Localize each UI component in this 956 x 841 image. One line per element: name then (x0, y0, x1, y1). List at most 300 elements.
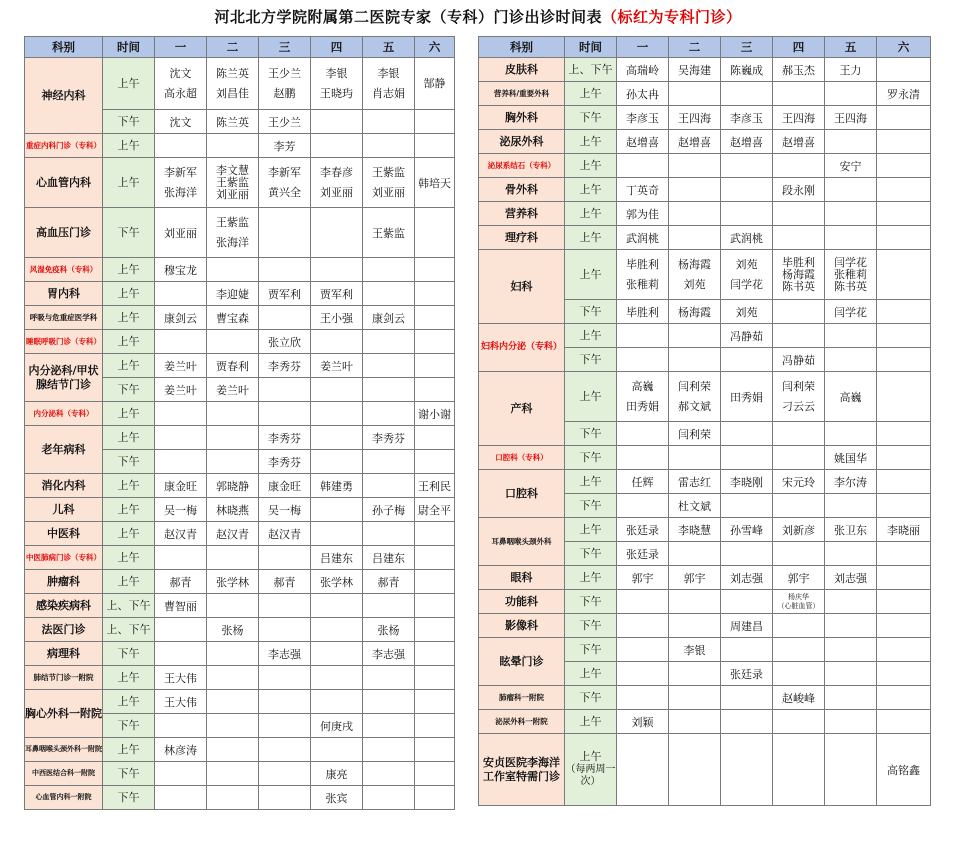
doctor-cell (415, 378, 455, 402)
time-cell: 下午 (565, 446, 617, 470)
doctor-cell (877, 106, 931, 130)
doctor-cell (825, 130, 877, 154)
table-row (479, 106, 931, 130)
doctor-cell: 李迎婕 (207, 282, 259, 306)
time-cell: 上午 (103, 666, 155, 690)
doctor-cell (721, 638, 773, 662)
doctor-cell (825, 710, 877, 734)
col-header: 四 (311, 37, 363, 58)
doctor-cell: 刘新彦 (773, 518, 825, 542)
dept-cell: 泌尿系结石（专科） (479, 154, 565, 178)
doctor-cell (363, 594, 415, 618)
doctor-cell: 段永刚 (773, 178, 825, 202)
doctor-cell: 田秀娟 (721, 372, 773, 422)
col-header: 四 (773, 37, 825, 58)
dept-cell: 心血管内科 (25, 158, 103, 208)
doctor-cell: 王大伟 (155, 690, 207, 714)
doctor-cell (155, 546, 207, 570)
doctor-cell (207, 546, 259, 570)
time-cell: 下午 (565, 422, 617, 446)
table-row (479, 614, 931, 638)
table-row (25, 522, 455, 546)
doctor-cell: 赵增喜 (721, 130, 773, 154)
doctor-cell (207, 594, 259, 618)
time-cell: 上午 (103, 354, 155, 378)
doctor-cell: 王大伟 (155, 666, 207, 690)
doctor-cell (311, 498, 363, 522)
table-row (479, 202, 931, 226)
doctor-cell (773, 250, 825, 300)
dept-cell: 肿瘤科 (25, 570, 103, 594)
doctor-cell (207, 58, 259, 110)
doctor-cell: 韩建勇 (311, 474, 363, 498)
time-cell: 下午 (565, 686, 617, 710)
doctor-name: 刘苑 (735, 257, 758, 271)
dept-cell: 中医科 (25, 522, 103, 546)
doctor-cell: 李秀芬 (259, 450, 311, 474)
doctor-cell (825, 178, 877, 202)
doctor-cell (363, 690, 415, 714)
doctor-cell: 郝青 (155, 570, 207, 594)
doctor-cell: 冯静茹 (773, 348, 825, 372)
time-cell: 上午 (565, 226, 617, 250)
time-cell: 下午 (103, 450, 155, 474)
dept-cell: 儿科 (25, 498, 103, 522)
col-header: 二 (207, 37, 259, 58)
doctor-cell: 周建昌 (721, 614, 773, 638)
dept-cell: 胸心外科一附院 (25, 690, 103, 738)
doctor-cell (773, 226, 825, 250)
col-header: 一 (617, 37, 669, 58)
doctor-cell: 郝青 (259, 570, 311, 594)
doctor-cell: 郭宇 (617, 566, 669, 590)
doctor-name: 张稚莉 (626, 277, 659, 291)
doctor-cell (825, 348, 877, 372)
doctor-cell (669, 82, 721, 106)
table-row (479, 734, 931, 806)
doctor-cell (259, 786, 311, 810)
doctor-cell: 高巍 (825, 372, 877, 422)
doctor-name: 刘昌佳 (216, 86, 249, 100)
doctor-cell (617, 154, 669, 178)
doctor-cell (311, 738, 363, 762)
table-row (479, 178, 931, 202)
doctor-name: 王紫监 (372, 165, 405, 179)
time-cell: 上午 (565, 324, 617, 348)
doctor-cell: 张杨 (363, 618, 415, 642)
doctor-cell (721, 710, 773, 734)
time-cell: 上午 (565, 566, 617, 590)
doctor-cell (415, 714, 455, 738)
doctor-name: 毕胜利 (782, 255, 815, 269)
time-cell: 上午 (103, 738, 155, 762)
doctor-cell (363, 714, 415, 738)
doctor-cell (259, 666, 311, 690)
table-row (479, 590, 931, 614)
col-header: 三 (259, 37, 311, 58)
table-row (25, 642, 455, 666)
doctor-cell (155, 330, 207, 354)
doctor-name: 张稚莉 (834, 267, 867, 281)
doctor-cell (877, 226, 931, 250)
table-row (25, 306, 455, 330)
doctor-cell (259, 618, 311, 642)
doctor-cell (877, 686, 931, 710)
doctor-cell (825, 226, 877, 250)
doctor-cell: 康金旺 (259, 474, 311, 498)
dept-cell: 妇科内分泌（专科） (479, 324, 565, 372)
doctor-cell (877, 372, 931, 422)
doctor-cell (669, 348, 721, 372)
doctor-name: 刘亚丽 (320, 185, 353, 199)
doctor-cell (877, 154, 931, 178)
doctor-name: 李新军 (268, 165, 301, 179)
doctor-name: 王晓玙 (320, 86, 353, 100)
doctor-cell (415, 786, 455, 810)
doctor-cell: 沈文 (155, 110, 207, 134)
doctor-name: 沈文 (169, 66, 192, 80)
table-row (479, 638, 931, 662)
doctor-cell (617, 372, 669, 422)
doctor-cell: 陈兰英 (207, 110, 259, 134)
table-row (25, 330, 455, 354)
doctor-cell: 尉全平 (415, 498, 455, 522)
doctor-cell: 郝青 (363, 570, 415, 594)
doctor-cell (259, 714, 311, 738)
doctor-cell: 姜兰叶 (311, 354, 363, 378)
doctor-cell (363, 762, 415, 786)
doctor-cell (311, 450, 363, 474)
time-cell: 下午 (103, 378, 155, 402)
doctor-cell (617, 686, 669, 710)
table-row (25, 354, 455, 378)
doctor-cell (617, 734, 669, 806)
time-cell: 上午 (565, 710, 617, 734)
doctor-cell (363, 450, 415, 474)
time-cell: 上午 (103, 258, 155, 282)
doctor-cell (773, 422, 825, 446)
doctor-cell: 王少兰 (259, 110, 311, 134)
doctor-cell: 王小强 (311, 306, 363, 330)
doctor-name: 刘亚丽 (216, 187, 249, 201)
doctor-cell: 张廷录 (721, 662, 773, 686)
doctor-name: 高巍 (631, 379, 654, 393)
time-cell: 上午 (103, 522, 155, 546)
time-cell: 下午 (103, 110, 155, 134)
doctor-cell (825, 638, 877, 662)
doctor-cell (415, 110, 455, 134)
doctor-cell (669, 226, 721, 250)
dept-cell: 肺结节门诊一附院 (25, 666, 103, 690)
doctor-cell: 李秀芬 (259, 426, 311, 450)
doctor-cell (825, 202, 877, 226)
doctor-cell (363, 58, 415, 110)
doctor-name: 陈书英 (782, 279, 815, 293)
doctor-cell: 何庚戌 (311, 714, 363, 738)
time-cell: 上午 (103, 58, 155, 110)
doctor-cell (363, 522, 415, 546)
doctor-name: 郝文斌 (678, 399, 711, 413)
doctor-cell (877, 542, 931, 566)
doctor-cell (617, 422, 669, 446)
doctor-cell (773, 494, 825, 518)
doctor-cell (669, 250, 721, 300)
doctor-cell: 张廷录 (617, 518, 669, 542)
doctor-cell (155, 58, 207, 110)
table-row (25, 474, 455, 498)
doctor-name: 肖志娟 (372, 86, 405, 100)
doctor-cell (669, 178, 721, 202)
doctor-cell (207, 642, 259, 666)
doctor-cell (155, 158, 207, 208)
doctor-cell: 贾军利 (259, 282, 311, 306)
doctor-cell (259, 208, 311, 258)
doctor-cell: 冯静茹 (721, 324, 773, 348)
doctor-cell (617, 614, 669, 638)
dept-cell: 睡眠呼吸门诊（专科） (25, 330, 103, 354)
dept-cell: 影像科 (479, 614, 565, 638)
doctor-name: 郜静 (423, 76, 446, 90)
doctor-cell (207, 714, 259, 738)
doctor-cell: 张立欣 (259, 330, 311, 354)
doctor-cell (311, 258, 363, 282)
header-row (479, 37, 931, 58)
doctor-cell (617, 348, 669, 372)
doctor-cell: 王四海 (773, 106, 825, 130)
doctor-cell (311, 618, 363, 642)
doctor-cell (259, 738, 311, 762)
doctor-cell (721, 154, 773, 178)
doctor-cell: 李晓刚 (721, 470, 773, 494)
doctor-cell: 赵峻峰 (773, 686, 825, 710)
doctor-cell (415, 282, 455, 306)
col-header: 科别 (25, 37, 103, 58)
table-row (25, 498, 455, 522)
doctor-cell (721, 446, 773, 470)
dept-cell: 妇科 (479, 250, 565, 324)
doctor-cell (207, 762, 259, 786)
doctor-cell (825, 686, 877, 710)
table-row (479, 154, 931, 178)
doctor-cell (311, 522, 363, 546)
doctor-cell: 吴一梅 (259, 498, 311, 522)
table-row (25, 690, 455, 714)
doctor-cell (669, 202, 721, 226)
doctor-cell (415, 546, 455, 570)
doctor-cell: 李志强 (363, 642, 415, 666)
table-row (25, 546, 455, 570)
dept-cell: 耳鼻咽喉头颈外科 (479, 518, 565, 566)
doctor-cell (415, 690, 455, 714)
doctor-cell (617, 590, 669, 614)
doctor-cell: 姜兰叶 (155, 378, 207, 402)
doctor-cell (721, 542, 773, 566)
table-row (25, 58, 455, 110)
doctor-cell: 曹宝森 (207, 306, 259, 330)
doctor-cell (825, 82, 877, 106)
doctor-cell: 张杨 (207, 618, 259, 642)
table-row (479, 226, 931, 250)
time-cell (565, 734, 617, 806)
time-cell: 上午 (565, 202, 617, 226)
doctor-cell (155, 786, 207, 810)
doctor-cell (877, 202, 931, 226)
dept-cell: 中医肺病门诊（专科） (25, 546, 103, 570)
doctor-cell: 罗永清 (877, 82, 931, 106)
doctor-cell (617, 250, 669, 300)
doctor-name: 刘苑 (683, 277, 706, 291)
doctor-cell: 李尔涛 (825, 470, 877, 494)
doctor-cell (877, 348, 931, 372)
doctor-cell (363, 258, 415, 282)
dept-cell: 肺瘤科一附院 (479, 686, 565, 710)
table-row (479, 566, 931, 590)
time-cell: 上午 (103, 426, 155, 450)
time-cell: 上、下午 (103, 594, 155, 618)
doctor-cell: 赵汉青 (155, 522, 207, 546)
doctor-cell (259, 258, 311, 282)
col-header: 科别 (479, 37, 565, 58)
doctor-cell (877, 446, 931, 470)
time-cell: 上午 (565, 178, 617, 202)
table-row (479, 250, 931, 300)
doctor-cell (877, 470, 931, 494)
col-header: 三 (721, 37, 773, 58)
doctor-name: 李文慧 (216, 163, 249, 177)
dept-cell: 重症内科门诊（专科） (25, 134, 103, 158)
doctor-name: 陈兰英 (216, 66, 249, 80)
doctor-cell (415, 258, 455, 282)
col-header: 六 (877, 37, 931, 58)
doctor-cell (877, 590, 931, 614)
doctor-cell (207, 134, 259, 158)
doctor-cell (825, 734, 877, 806)
time-cell: 下午 (103, 786, 155, 810)
doctor-cell (877, 710, 931, 734)
time-cell: 上、下午 (565, 58, 617, 82)
time-cell: 下午 (565, 300, 617, 324)
doctor-cell: 宋元玲 (773, 470, 825, 494)
doctor-name: 王紫监 (216, 215, 249, 229)
table-row (25, 762, 455, 786)
time-cell: 上午 (565, 662, 617, 686)
doctor-cell (311, 134, 363, 158)
table-row (479, 686, 931, 710)
doctor-cell: 孙子梅 (363, 498, 415, 522)
table-row (25, 666, 455, 690)
doctor-cell: 吕建东 (311, 546, 363, 570)
doctor-cell (721, 178, 773, 202)
doctor-name: 张海洋 (216, 235, 249, 249)
table-row (25, 282, 455, 306)
doctor-cell: 郭晓静 (207, 474, 259, 498)
doctor-cell (721, 82, 773, 106)
doctor-cell (773, 300, 825, 324)
doctor-cell: 陈巍成 (721, 58, 773, 82)
dept-cell: 心血管内科一附院 (25, 786, 103, 810)
doctor-cell (825, 494, 877, 518)
doctor-note: （心脏血管） (777, 601, 820, 610)
doctor-cell (877, 614, 931, 638)
doctor-name: 田秀娟 (626, 399, 659, 413)
dept-cell: 消化内科 (25, 474, 103, 498)
doctor-cell: 王四海 (825, 106, 877, 130)
doctor-name: 李银 (325, 66, 348, 80)
doctor-cell (207, 786, 259, 810)
time-note: （每两周一次） (565, 763, 616, 788)
doctor-cell (773, 662, 825, 686)
doctor-cell: 张学林 (311, 570, 363, 594)
doctor-cell: 丁英奇 (617, 178, 669, 202)
doctor-name: 李新军 (164, 165, 197, 179)
title-main: 河北北方学院附属第二医院专家（专科）门诊出诊时间表 (214, 8, 602, 26)
doctor-cell (825, 662, 877, 686)
doctor-cell: 孙太冉 (617, 82, 669, 106)
dept-cell: 口腔科 (479, 470, 565, 518)
doctor-cell (415, 642, 455, 666)
doctor-name: 杨海霞 (678, 257, 711, 271)
doctor-cell: 赵增喜 (617, 130, 669, 154)
doctor-cell (311, 110, 363, 134)
doctor-cell: 郝玉杰 (773, 58, 825, 82)
time-cell: 上午 (565, 154, 617, 178)
doctor-cell: 姚国华 (825, 446, 877, 470)
dept-cell: 胸外科 (479, 106, 565, 130)
doctor-cell: 杜文斌 (669, 494, 721, 518)
doctor-cell (415, 450, 455, 474)
doctor-name: 李银 (377, 66, 400, 80)
doctor-cell: 闫学花 (825, 300, 877, 324)
doctor-name: 高永超 (164, 86, 197, 100)
doctor-cell (155, 426, 207, 450)
doctor-cell: 郭宇 (773, 566, 825, 590)
table-row (25, 158, 455, 208)
table-row (479, 82, 931, 106)
doctor-name: 闫利荣 (678, 379, 711, 393)
doctor-cell (669, 662, 721, 686)
doctor-cell (155, 450, 207, 474)
dept-cell: 胃内科 (25, 282, 103, 306)
doctor-cell (825, 250, 877, 300)
doctor-cell (773, 590, 825, 614)
dept-cell: 感染疾病科 (25, 594, 103, 618)
doctor-cell: 王四海 (669, 106, 721, 130)
table-row (479, 58, 931, 82)
dept-cell: 安贞医院李海洋工作室特需门诊 (479, 734, 565, 806)
table-row (479, 372, 931, 422)
doctor-cell: 康剑云 (363, 306, 415, 330)
doctor-cell (825, 614, 877, 638)
doctor-cell: 李芳 (259, 134, 311, 158)
doctor-cell (415, 738, 455, 762)
header-row (25, 37, 455, 58)
doctor-cell (415, 594, 455, 618)
time-cell: 上午 (103, 546, 155, 570)
doctor-cell (415, 306, 455, 330)
doctor-cell (363, 378, 415, 402)
doctor-cell (773, 202, 825, 226)
time-cell: 上午 (103, 134, 155, 158)
doctor-cell (207, 258, 259, 282)
col-header: 时间 (565, 37, 617, 58)
doctor-cell: 贾军利 (311, 282, 363, 306)
doctor-cell (155, 642, 207, 666)
doctor-cell: 李秀芬 (363, 426, 415, 450)
doctor-cell: 曹智丽 (155, 594, 207, 618)
doctor-cell: 李秀芬 (259, 354, 311, 378)
doctor-cell: 闫利荣 (669, 422, 721, 446)
doctor-cell (669, 590, 721, 614)
